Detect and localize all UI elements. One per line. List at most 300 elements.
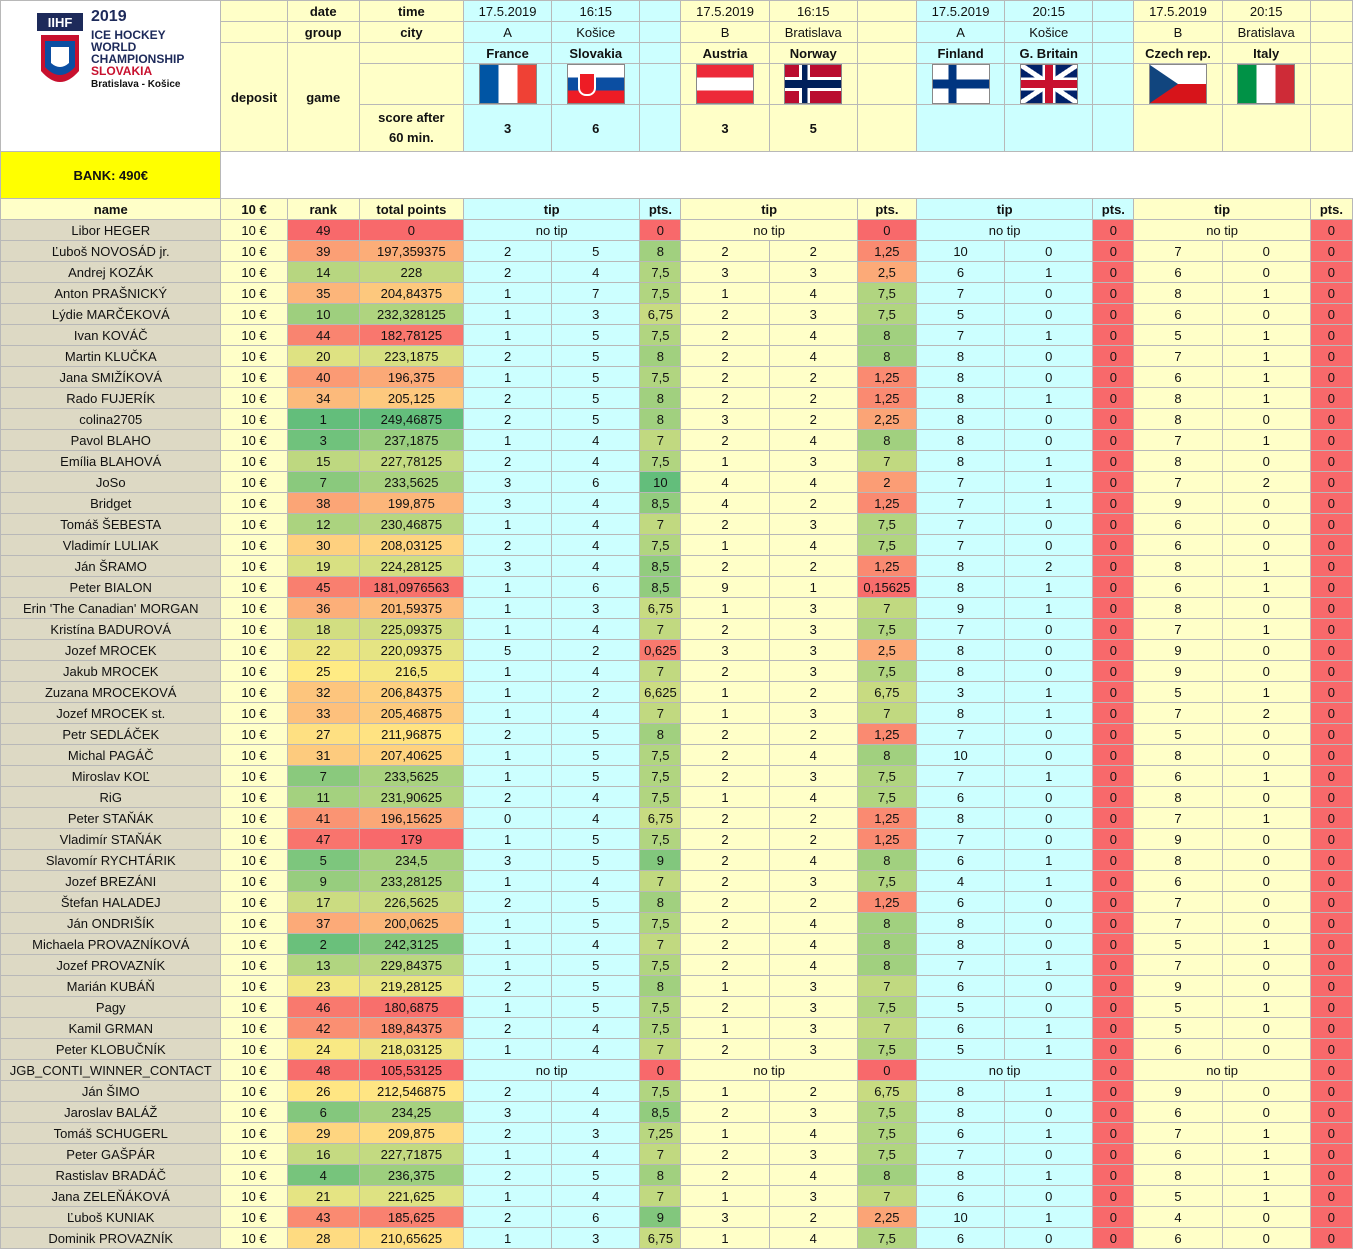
match1-tip-header: tip bbox=[464, 199, 640, 220]
player-tip-home: 2 bbox=[464, 1207, 552, 1228]
player-tip-away: 5 bbox=[552, 1165, 640, 1186]
player-deposit: 10 € bbox=[221, 493, 287, 514]
norway-flag-icon bbox=[784, 64, 842, 104]
player-match-points: 0 bbox=[1093, 661, 1134, 682]
player-tip-away: 4 bbox=[552, 1102, 640, 1123]
player-name: Kristína BADUROVÁ bbox=[1, 619, 221, 640]
iihf-emblem-icon bbox=[35, 11, 85, 97]
player-name: Rastislav BRADÁČ bbox=[1, 1165, 221, 1186]
player-tip-home: 7 bbox=[916, 1144, 1004, 1165]
player-match-points: 0 bbox=[1093, 913, 1134, 934]
player-match-points: 8 bbox=[857, 934, 916, 955]
player-match-points: 8 bbox=[857, 955, 916, 976]
player-total-points: 205,46875 bbox=[359, 703, 463, 724]
player-rank: 39 bbox=[287, 241, 359, 262]
player-tip-away: 1 bbox=[1222, 682, 1310, 703]
player-tip-home: 1 bbox=[464, 829, 552, 850]
player-name: Michaela PROVAZNÍKOVÁ bbox=[1, 934, 221, 955]
player-match-points: 7,5 bbox=[857, 661, 916, 682]
player-tip-home: 5 bbox=[1134, 997, 1222, 1018]
player-match-points: 0,15625 bbox=[857, 577, 916, 598]
player-match-points: 0 bbox=[1310, 1165, 1352, 1186]
player-tip-home: 9 bbox=[1134, 640, 1222, 661]
player-tip-home: 6 bbox=[1134, 871, 1222, 892]
player-rank: 42 bbox=[287, 1018, 359, 1039]
match3-date: 17.5.2019 bbox=[916, 1, 1004, 22]
player-tip-home: 1 bbox=[681, 283, 769, 304]
player-total-points: 196,375 bbox=[359, 367, 463, 388]
player-name: Tomáš ŠEBESTA bbox=[1, 514, 221, 535]
player-match-points: 0 bbox=[1310, 724, 1352, 745]
player-tip-away: 4 bbox=[552, 493, 640, 514]
player-tip-home: 8 bbox=[916, 409, 1004, 430]
player-match-points: 1,25 bbox=[857, 493, 916, 514]
player-name: RiG bbox=[1, 787, 221, 808]
player-tip-home: 1 bbox=[464, 703, 552, 724]
player-tip-away: 2 bbox=[769, 556, 857, 577]
player-row bbox=[1, 724, 1353, 745]
player-match-points: 10 bbox=[640, 472, 681, 493]
player-match-points: 8,5 bbox=[640, 493, 681, 514]
player-row bbox=[1, 1060, 1353, 1081]
player-tip-home: 6 bbox=[916, 1228, 1004, 1249]
player-match-points: 7,5 bbox=[640, 1018, 681, 1039]
player-match-points: 0 bbox=[1093, 283, 1134, 304]
player-row bbox=[1, 451, 1353, 472]
player-tip-away: 2 bbox=[769, 829, 857, 850]
player-tip-home: 4 bbox=[681, 472, 769, 493]
player-tip-away: 5 bbox=[552, 913, 640, 934]
player-tip-away: 0 bbox=[1005, 997, 1093, 1018]
player-tip-home: 5 bbox=[1134, 682, 1222, 703]
player-match-points: 1,25 bbox=[857, 241, 916, 262]
player-total-points: 204,84375 bbox=[359, 283, 463, 304]
player-deposit: 10 € bbox=[221, 892, 287, 913]
player-match-points: 0 bbox=[1310, 871, 1352, 892]
player-tip-away: 0 bbox=[1005, 1144, 1093, 1165]
player-tip-away: 4 bbox=[552, 556, 640, 577]
player-match-points: 0,625 bbox=[640, 640, 681, 661]
player-match-points: 0 bbox=[1093, 1228, 1134, 1249]
player-tip-away: 1 bbox=[1222, 766, 1310, 787]
player-match-points: 0 bbox=[1310, 220, 1352, 241]
player-tip-away: 0 bbox=[1005, 241, 1093, 262]
player-tip-away: 6 bbox=[552, 472, 640, 493]
player-tip-home: 1 bbox=[681, 1186, 769, 1207]
player-match-points: 0 bbox=[1310, 766, 1352, 787]
player-match-points: 7,5 bbox=[857, 1228, 916, 1249]
player-match-points: 0 bbox=[1093, 346, 1134, 367]
player-rank: 7 bbox=[287, 472, 359, 493]
player-no-tip: no tip bbox=[1134, 220, 1310, 241]
date-header: date bbox=[287, 1, 359, 22]
player-row bbox=[1, 262, 1353, 283]
player-match-points: 0 bbox=[1310, 388, 1352, 409]
player-tip-home: 7 bbox=[916, 283, 1004, 304]
player-tip-away: 1 bbox=[1005, 766, 1093, 787]
player-deposit: 10 € bbox=[221, 262, 287, 283]
player-match-points: 7,5 bbox=[640, 325, 681, 346]
player-rank: 33 bbox=[287, 703, 359, 724]
player-tip-home: 9 bbox=[916, 598, 1004, 619]
player-tip-home: 10 bbox=[916, 241, 1004, 262]
player-rank: 5 bbox=[287, 850, 359, 871]
player-tip-home: 7 bbox=[916, 829, 1004, 850]
player-tip-away: 3 bbox=[552, 304, 640, 325]
player-tip-home: 7 bbox=[916, 514, 1004, 535]
player-row bbox=[1, 514, 1353, 535]
player-tip-away: 0 bbox=[1222, 787, 1310, 808]
player-tip-home: 2 bbox=[464, 1165, 552, 1186]
player-match-points: 7,5 bbox=[640, 955, 681, 976]
player-name: Bridget bbox=[1, 493, 221, 514]
player-deposit: 10 € bbox=[221, 283, 287, 304]
player-match-points: 0 bbox=[1093, 220, 1134, 241]
player-tip-home: 1 bbox=[681, 976, 769, 997]
player-tip-home: 1 bbox=[681, 682, 769, 703]
player-tip-away: 0 bbox=[1222, 451, 1310, 472]
player-match-points: 0 bbox=[1093, 1081, 1134, 1102]
player-tip-away: 3 bbox=[769, 976, 857, 997]
player-total-points: 249,46875 bbox=[359, 409, 463, 430]
player-tip-home: 1 bbox=[464, 766, 552, 787]
player-tip-home: 8 bbox=[916, 388, 1004, 409]
player-tip-home: 7 bbox=[916, 472, 1004, 493]
player-total-points: 233,28125 bbox=[359, 871, 463, 892]
player-match-points: 7,5 bbox=[640, 1081, 681, 1102]
player-rank: 47 bbox=[287, 829, 359, 850]
player-tip-away: 7 bbox=[552, 283, 640, 304]
player-tip-home: 1 bbox=[464, 367, 552, 388]
player-total-points: 212,546875 bbox=[359, 1081, 463, 1102]
player-match-points: 7 bbox=[640, 1186, 681, 1207]
player-name: Vladimír STAŇÁK bbox=[1, 829, 221, 850]
player-tip-home: 5 bbox=[916, 304, 1004, 325]
player-total-points: 210,65625 bbox=[359, 1228, 463, 1249]
logo-line2: WORLD bbox=[91, 40, 137, 54]
match3-pts-header: pts. bbox=[1093, 199, 1134, 220]
player-deposit: 10 € bbox=[221, 955, 287, 976]
player-row bbox=[1, 787, 1353, 808]
player-match-points: 2 bbox=[857, 472, 916, 493]
match4-home-team: Czech rep. bbox=[1134, 43, 1222, 64]
player-deposit: 10 € bbox=[221, 535, 287, 556]
player-tip-away: 4 bbox=[769, 535, 857, 556]
player-name: Martin KLUČKA bbox=[1, 346, 221, 367]
player-tip-away: 1 bbox=[1005, 1081, 1093, 1102]
player-tip-away: 0 bbox=[1005, 976, 1093, 997]
player-deposit: 10 € bbox=[221, 1039, 287, 1060]
player-tip-away: 0 bbox=[1222, 304, 1310, 325]
player-match-points: 7 bbox=[640, 619, 681, 640]
player-tip-away: 2 bbox=[552, 640, 640, 661]
player-match-points: 7,5 bbox=[640, 535, 681, 556]
player-name: Jozef MROCEK st. bbox=[1, 703, 221, 724]
player-tip-away: 1 bbox=[1222, 556, 1310, 577]
player-tip-away: 0 bbox=[1222, 640, 1310, 661]
player-tip-home: 6 bbox=[916, 1186, 1004, 1207]
player-tip-away: 4 bbox=[552, 262, 640, 283]
player-tip-away: 1 bbox=[1222, 808, 1310, 829]
player-match-points: 8,5 bbox=[640, 1102, 681, 1123]
player-match-points: 8 bbox=[640, 241, 681, 262]
player-deposit: 10 € bbox=[221, 766, 287, 787]
match4-tip-header: tip bbox=[1134, 199, 1310, 220]
player-tip-away: 4 bbox=[769, 913, 857, 934]
player-row bbox=[1, 598, 1353, 619]
player-tip-away: 0 bbox=[1005, 808, 1093, 829]
player-total-points: 205,125 bbox=[359, 388, 463, 409]
player-tip-home: 2 bbox=[681, 724, 769, 745]
player-rank: 12 bbox=[287, 514, 359, 535]
player-deposit: 10 € bbox=[221, 619, 287, 640]
player-total-points: 207,40625 bbox=[359, 745, 463, 766]
player-match-points: 2,5 bbox=[857, 640, 916, 661]
player-tip-home: 2 bbox=[464, 892, 552, 913]
player-tip-away: 1 bbox=[1005, 493, 1093, 514]
player-match-points: 7,25 bbox=[640, 1123, 681, 1144]
player-rank: 26 bbox=[287, 1081, 359, 1102]
player-match-points: 8 bbox=[857, 325, 916, 346]
player-tip-home: 2 bbox=[464, 388, 552, 409]
player-match-points: 0 bbox=[1310, 661, 1352, 682]
player-tip-home: 7 bbox=[916, 724, 1004, 745]
player-row bbox=[1, 745, 1353, 766]
player-tip-away: 4 bbox=[552, 703, 640, 724]
player-tip-away: 2 bbox=[769, 724, 857, 745]
player-row bbox=[1, 997, 1353, 1018]
player-tip-home: 2 bbox=[681, 241, 769, 262]
player-match-points: 7,5 bbox=[857, 1123, 916, 1144]
match1-time: 16:15 bbox=[552, 1, 640, 22]
player-tip-home: 2 bbox=[681, 661, 769, 682]
player-match-points: 1,25 bbox=[857, 367, 916, 388]
player-tip-away: 0 bbox=[1005, 934, 1093, 955]
player-no-tip: no tip bbox=[916, 1060, 1092, 1081]
player-deposit: 10 € bbox=[221, 451, 287, 472]
player-tip-away: 0 bbox=[1222, 535, 1310, 556]
player-match-points: 0 bbox=[1310, 493, 1352, 514]
player-tip-away: 3 bbox=[769, 514, 857, 535]
player-tip-home: 2 bbox=[464, 1081, 552, 1102]
player-match-points: 0 bbox=[1310, 262, 1352, 283]
match1-home-team: France bbox=[464, 43, 552, 64]
player-match-points: 0 bbox=[1310, 640, 1352, 661]
player-tip-home: 2 bbox=[681, 304, 769, 325]
player-tip-home: 8 bbox=[916, 346, 1004, 367]
player-match-points: 0 bbox=[1310, 892, 1352, 913]
player-row bbox=[1, 1018, 1353, 1039]
player-tip-home: 8 bbox=[1134, 745, 1222, 766]
player-tip-home: 6 bbox=[1134, 535, 1222, 556]
player-match-points: 0 bbox=[1093, 388, 1134, 409]
player-tip-away: 0 bbox=[1222, 1081, 1310, 1102]
player-total-points: 211,96875 bbox=[359, 724, 463, 745]
player-tip-away: 2 bbox=[769, 367, 857, 388]
player-total-points: 237,1875 bbox=[359, 430, 463, 451]
player-total-points: 208,03125 bbox=[359, 535, 463, 556]
player-row bbox=[1, 430, 1353, 451]
player-rank: 28 bbox=[287, 1228, 359, 1249]
player-tip-home: 6 bbox=[1134, 577, 1222, 598]
player-tip-away: 5 bbox=[552, 997, 640, 1018]
player-tip-away: 3 bbox=[769, 1102, 857, 1123]
player-match-points: 0 bbox=[857, 220, 916, 241]
score-header-line2: 60 min. bbox=[388, 130, 434, 145]
player-rank: 15 bbox=[287, 451, 359, 472]
player-match-points: 0 bbox=[1310, 430, 1352, 451]
player-match-points: 6,75 bbox=[640, 1228, 681, 1249]
player-match-points: 0 bbox=[857, 1060, 916, 1081]
player-name: Michal PAGÁČ bbox=[1, 745, 221, 766]
player-tip-home: 6 bbox=[916, 892, 1004, 913]
player-tip-home: 2 bbox=[681, 766, 769, 787]
player-name: Dominik PROVAZNÍK bbox=[1, 1228, 221, 1249]
player-tip-away: 2 bbox=[769, 1207, 857, 1228]
player-name: Miroslav KOĽ bbox=[1, 766, 221, 787]
player-tip-away: 3 bbox=[769, 598, 857, 619]
player-match-points: 8,5 bbox=[640, 556, 681, 577]
player-tip-home: 6 bbox=[916, 1123, 1004, 1144]
total-points-header: total points bbox=[359, 199, 463, 220]
player-tip-home: 8 bbox=[916, 808, 1004, 829]
player-tip-home: 6 bbox=[1134, 304, 1222, 325]
player-match-points: 7 bbox=[857, 1018, 916, 1039]
player-match-points: 0 bbox=[640, 1060, 681, 1081]
player-row bbox=[1, 976, 1353, 997]
match4-away-team: Italy bbox=[1222, 43, 1310, 64]
player-row bbox=[1, 934, 1353, 955]
player-row bbox=[1, 682, 1353, 703]
player-match-points: 0 bbox=[1310, 1039, 1352, 1060]
player-match-points: 8 bbox=[857, 913, 916, 934]
player-row bbox=[1, 829, 1353, 850]
player-tip-away: 4 bbox=[769, 850, 857, 871]
player-name: Kamil GRMAN bbox=[1, 1018, 221, 1039]
player-row bbox=[1, 871, 1353, 892]
player-match-points: 0 bbox=[1310, 1186, 1352, 1207]
player-tip-home: 1 bbox=[464, 1144, 552, 1165]
match3-group: A bbox=[916, 22, 1004, 43]
player-tip-home: 9 bbox=[1134, 661, 1222, 682]
player-match-points: 0 bbox=[1310, 367, 1352, 388]
player-total-points: 0 bbox=[359, 220, 463, 241]
player-match-points: 7,5 bbox=[640, 787, 681, 808]
player-tip-away: 2 bbox=[769, 682, 857, 703]
player-tip-home: 2 bbox=[681, 934, 769, 955]
player-tip-away: 4 bbox=[552, 787, 640, 808]
player-row bbox=[1, 409, 1353, 430]
player-tip-away: 5 bbox=[552, 367, 640, 388]
player-deposit: 10 € bbox=[221, 514, 287, 535]
player-match-points: 0 bbox=[1093, 787, 1134, 808]
player-deposit: 10 € bbox=[221, 850, 287, 871]
player-rank: 19 bbox=[287, 556, 359, 577]
player-match-points: 0 bbox=[1093, 577, 1134, 598]
player-total-points: 233,5625 bbox=[359, 766, 463, 787]
player-tip-home: 9 bbox=[1134, 976, 1222, 997]
player-tip-home: 10 bbox=[916, 745, 1004, 766]
player-tip-away: 1 bbox=[1005, 598, 1093, 619]
player-match-points: 0 bbox=[1310, 451, 1352, 472]
player-match-points: 0 bbox=[1093, 1039, 1134, 1060]
player-total-points: 236,375 bbox=[359, 1165, 463, 1186]
player-tip-away: 1 bbox=[1222, 367, 1310, 388]
player-tip-away: 3 bbox=[769, 766, 857, 787]
player-match-points: 8 bbox=[640, 976, 681, 997]
match3-away-score bbox=[1005, 105, 1093, 152]
player-name: Peter GAŠPÁR bbox=[1, 1144, 221, 1165]
player-rank: 35 bbox=[287, 283, 359, 304]
player-name: Jaroslav BALÁŽ bbox=[1, 1102, 221, 1123]
player-row bbox=[1, 220, 1353, 241]
player-match-points: 0 bbox=[1093, 325, 1134, 346]
player-match-points: 0 bbox=[1310, 1060, 1352, 1081]
player-tip-away: 0 bbox=[1222, 409, 1310, 430]
player-row bbox=[1, 1228, 1353, 1249]
czech-flag-icon bbox=[1149, 64, 1207, 104]
player-match-points: 8 bbox=[640, 724, 681, 745]
player-tip-away: 4 bbox=[552, 514, 640, 535]
player-match-points: 7 bbox=[640, 871, 681, 892]
player-deposit: 10 € bbox=[221, 703, 287, 724]
player-total-points: 180,6875 bbox=[359, 997, 463, 1018]
player-tip-away: 3 bbox=[769, 640, 857, 661]
player-tip-away: 5 bbox=[552, 955, 640, 976]
player-tip-home: 8 bbox=[1134, 850, 1222, 871]
player-tip-home: 6 bbox=[916, 1018, 1004, 1039]
player-tip-away: 1 bbox=[1005, 871, 1093, 892]
player-total-points: 226,5625 bbox=[359, 892, 463, 913]
logo-cell bbox=[1, 1, 221, 152]
match2-tip-header: tip bbox=[681, 199, 857, 220]
player-tip-home: 1 bbox=[464, 430, 552, 451]
player-tip-away: 2 bbox=[769, 808, 857, 829]
player-name: Jana SMIŽÍKOVÁ bbox=[1, 367, 221, 388]
player-tip-home: 8 bbox=[916, 577, 1004, 598]
player-tip-home: 1 bbox=[464, 514, 552, 535]
player-tip-home: 7 bbox=[1134, 619, 1222, 640]
player-match-points: 7,5 bbox=[640, 913, 681, 934]
player-match-points: 7,5 bbox=[857, 1144, 916, 1165]
player-match-points: 8 bbox=[640, 409, 681, 430]
player-tip-home: 2 bbox=[681, 346, 769, 367]
player-total-points: 181,0976563 bbox=[359, 577, 463, 598]
player-tip-away: 2 bbox=[1222, 703, 1310, 724]
player-tip-away: 3 bbox=[769, 997, 857, 1018]
player-match-points: 0 bbox=[1310, 1207, 1352, 1228]
player-deposit: 10 € bbox=[221, 745, 287, 766]
player-match-points: 2,25 bbox=[857, 409, 916, 430]
player-tip-away: 5 bbox=[552, 724, 640, 745]
player-name: Rado FUJERÍK bbox=[1, 388, 221, 409]
player-total-points: 227,71875 bbox=[359, 1144, 463, 1165]
player-tip-home: 2 bbox=[464, 1123, 552, 1144]
player-match-points: 0 bbox=[1093, 766, 1134, 787]
player-deposit: 10 € bbox=[221, 1165, 287, 1186]
match4-city: Bratislava bbox=[1222, 22, 1310, 43]
player-match-points: 0 bbox=[1310, 472, 1352, 493]
game-header: game bbox=[287, 43, 359, 152]
deposit-amount-header: 10 € bbox=[221, 199, 287, 220]
player-tip-home: 7 bbox=[1134, 430, 1222, 451]
player-tip-home: 2 bbox=[681, 1165, 769, 1186]
player-tip-away: 0 bbox=[1005, 724, 1093, 745]
player-row bbox=[1, 241, 1353, 262]
player-no-tip: no tip bbox=[464, 220, 640, 241]
player-row bbox=[1, 472, 1353, 493]
player-tip-home: 2 bbox=[681, 871, 769, 892]
